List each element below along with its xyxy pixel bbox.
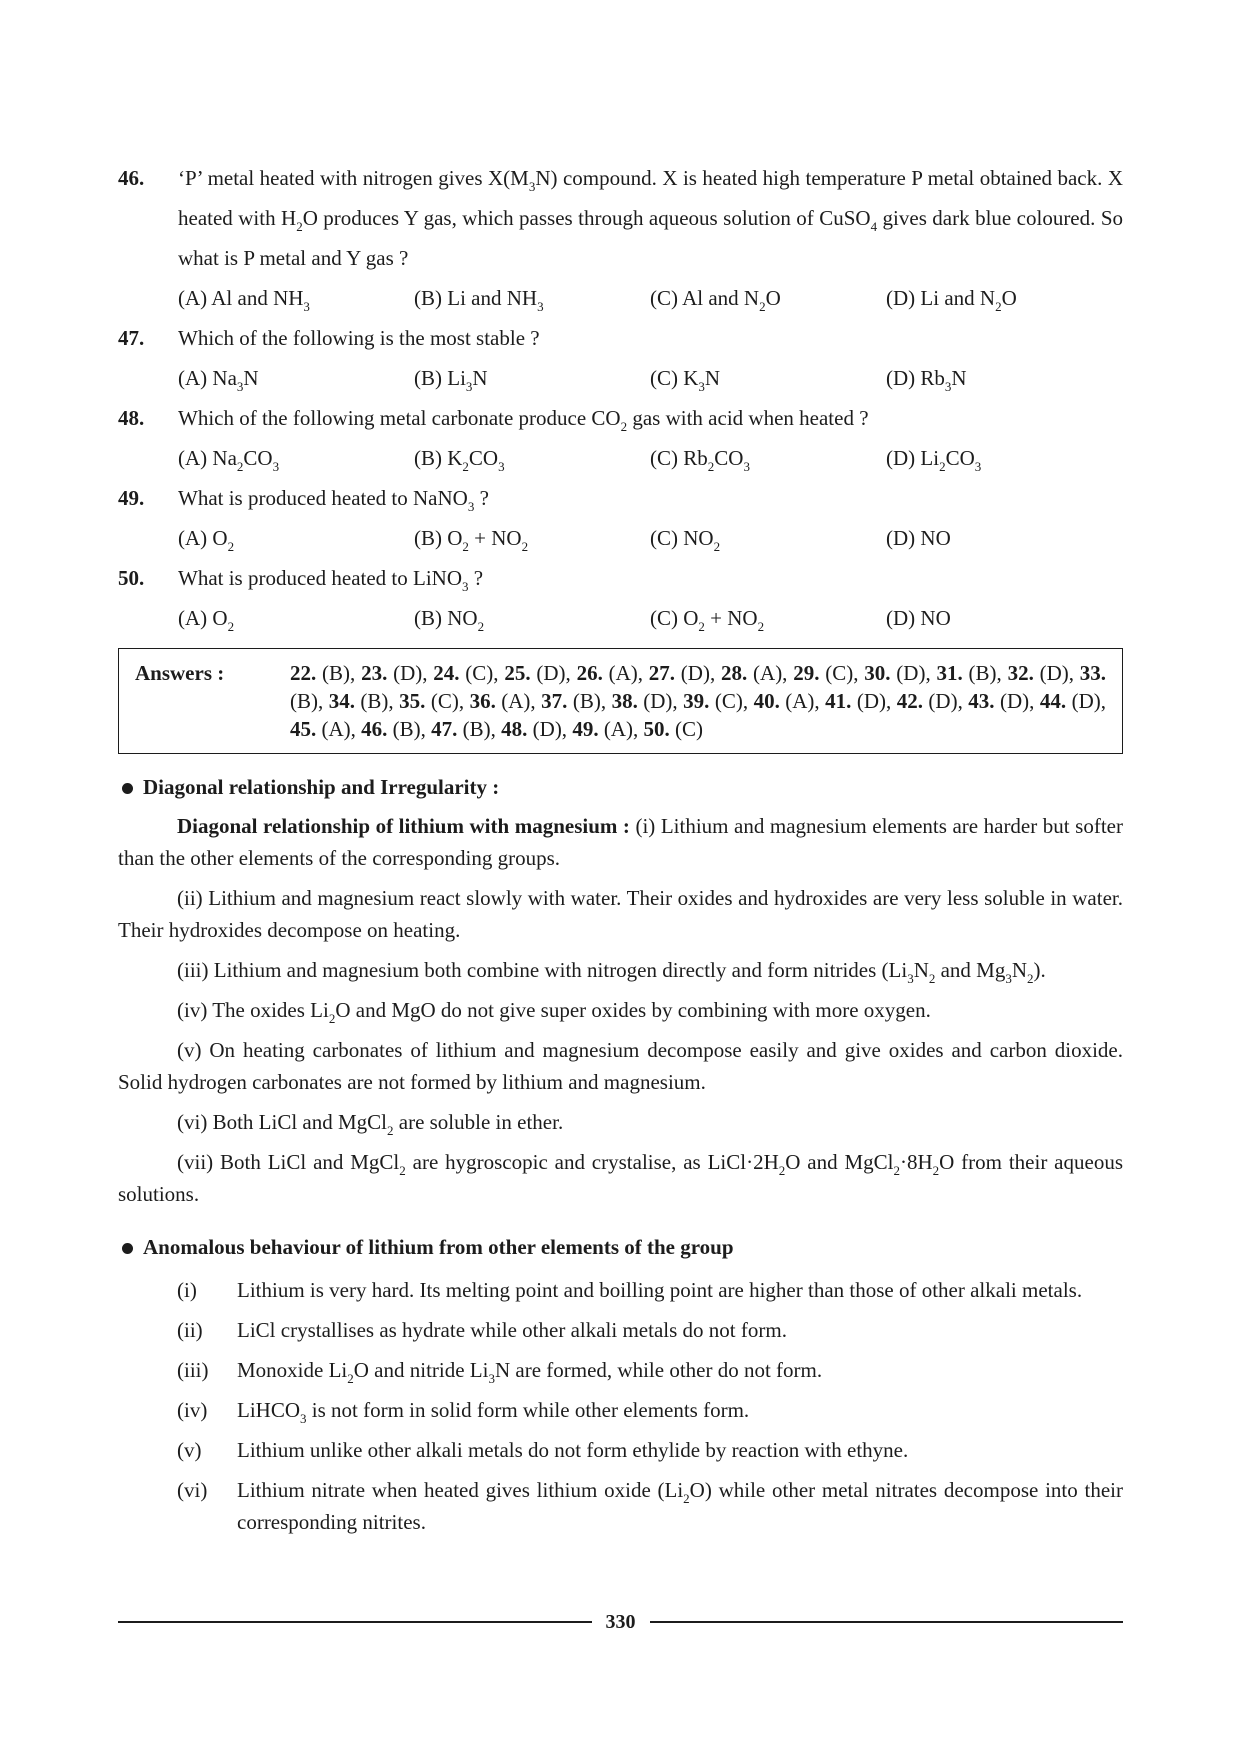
page-number: 330 [605,1610,636,1633]
question-line [118,158,1123,278]
question-line [118,318,1123,358]
bullet-icon [122,1243,133,1254]
question-line [118,398,1123,438]
answer-item: 40. (A), [753,689,826,713]
paragraph: (iii) Lithium and magnesium both combine with nitrogen directly and form nitrides ($Li_3N_2$ and $Mg_3N_2$). [177,958,1046,986]
question-text: What is produced heated to NaNO$_3$ ? [178,486,489,514]
footer-rule-left [118,1621,592,1623]
list-item [118,1314,1123,1346]
option: (A) $O_2$ [178,606,235,634]
question-number: 48. [118,406,145,430]
answer-number: 29. [793,661,820,685]
question-block [118,158,1123,318]
answer-number: 36. [469,689,496,713]
answer-number: 32. [1007,661,1034,685]
bullet-icon [122,783,133,794]
option: (A) $Na_3N$ [178,366,259,394]
answer-item: 31. (B), [936,661,1008,685]
answer-item: 47. (B), [431,717,502,741]
list-item-text: Lithium is very hard. Its melting point and boilling point are higher than those of other alkali metals. [237,1278,1083,1302]
question-options [178,598,1123,638]
paragraph [118,810,1123,874]
option: (C) $O_2 + NO_2$ [650,606,765,634]
option: (A) Al and $NH_3$ [178,286,310,314]
answer-item: 24. (C), [433,661,505,685]
question-number: 50. [118,566,145,590]
answer-number: 37. [541,689,568,713]
option: (D) NO [886,606,951,630]
question-number: 47. [118,326,145,350]
answer-number: 24. [433,661,460,685]
answer-item: 45. (A), [290,717,362,741]
option: (B) Li and $NH_3$ [414,286,544,314]
answer-item: 26. (A), [576,661,649,685]
answer-number: 44. [1039,689,1067,713]
option: (D) NO [886,526,951,550]
answer-number: 35. [399,689,426,713]
page-content [118,158,1123,1546]
answer-item: 42. (D), [896,689,969,713]
answer-item: 23. (D), [361,661,434,685]
answer-item: 33. (B), [290,661,1107,713]
paragraph: (v) On heating carbonates of lithium and magnesium decompose easily and give oxides and carbon dioxide. Solid hydrogen carbonates are not formed by lithium and magnesium. [118,1038,1123,1094]
question-options [178,518,1123,558]
answer-number: 30. [864,661,891,685]
answer-item: 37. (B), [541,689,612,713]
list-item-text: Monoxide $Li_2O$ and nitride $Li_3N$ are formed, while other do not form. [237,1358,823,1386]
section-heading-text: Anomalous behaviour of lithium from other elements of the group [143,1235,734,1259]
section-heading-anomalous [118,1232,1123,1262]
answer-item: 44. (D), [1039,689,1106,713]
answer-number: 42. [896,689,923,713]
paragraph-text: (i) Lithium and magnesium elements are harder but softer than the other elements of the corresponding groups. [118,814,1123,870]
answer-item: 46. (B), [361,717,432,741]
answer-number: 41. [825,689,852,713]
list-item-number: (i) [177,1278,197,1302]
paragraph: (vi) Both LiCl and MgCl$_2$ are soluble in ether. [177,1110,564,1138]
answer-number: 47. [431,717,458,741]
option: (D) Li and $N_2O$ [886,286,1017,314]
option: (D) $Li_2CO_3$ [886,446,982,474]
question-text: Which of the following is the most stable ? [178,326,540,350]
answer-number: 34. [328,689,355,713]
answer-number: 45. [290,717,317,741]
list-item-text: Lithium nitrate when heated gives lithium oxide $(Li_2O)$ while other metal nitrates decompose into their corresponding nitrites. [237,1478,1123,1534]
answer-number: 27. [648,661,676,685]
option: (D) $Rb_3N$ [886,366,967,394]
question-block [118,318,1123,398]
answer-number: 48. [501,717,528,741]
answers-box [118,648,1123,754]
answer-number: 26. [576,661,603,685]
option: (A) $O_2$ [178,526,235,554]
answer-item: 35. (C), [399,689,470,713]
option: (C) Al and $N_2O$ [650,286,781,314]
question-block [118,558,1123,638]
answer-item: 34. (B), [328,689,400,713]
answer-item: 49. (A), [572,717,644,741]
answer-number: 39. [683,689,710,713]
footer-rule-right [650,1621,1124,1623]
answer-item: 39. (C), [683,689,754,713]
answers-label: Answers : [135,661,225,685]
list-item [118,1474,1123,1538]
question-number: 49. [118,486,145,510]
paragraph: (iv) The oxides $Li_2O$ and MgO do not give super oxides by combining with more oxygen. [177,998,931,1026]
list-item-number: (vi) [177,1478,208,1502]
list-item-text: Lithium unlike other alkali metals do not form ethylide by reaction with ethyne. [237,1438,909,1462]
answer-number: 38. [611,689,638,713]
answer-item: 48. (D), [501,717,573,741]
answer-number: 43. [968,689,995,713]
answer-item: 30. (D), [864,661,937,685]
answer-number: 25. [504,661,531,685]
answer-number: 23. [361,661,388,685]
answer-item: 43. (D), [968,689,1040,713]
option: (B) $NO_2$ [414,606,485,634]
option: (B) $Li_3N$ [414,366,488,394]
answer-number: 33. [1079,661,1107,685]
answer-item: 25. (D), [504,661,577,685]
option: (A) $Na_2CO_3$ [178,446,280,474]
answer-number: 22. [290,661,317,685]
question-options [178,278,1123,318]
question-list [118,158,1123,638]
section-heading-diagonal [118,772,1123,802]
list-item [118,1274,1123,1306]
question-block [118,398,1123,478]
question-line [118,558,1123,598]
anomalous-behaviour-list [118,1274,1123,1538]
answer-item: 28. (A), [721,661,794,685]
answer-number: 28. [721,661,748,685]
list-item [118,1354,1123,1386]
answer-number: 50. [643,717,670,741]
option: (C) $K_3N$ [650,366,721,394]
list-item [118,1394,1123,1426]
list-item-number: (iii) [177,1358,209,1382]
list-item-number: (ii) [177,1318,203,1342]
list-item-text: LiHCO$_3$ is not form in solid form while other elements form. [237,1398,750,1426]
question-block [118,478,1123,558]
answer-item: 32. (D), [1007,661,1080,685]
question-text: ‘P’ metal heated with nitrogen gives $X(M_3N)$ compound. X is heated high temperature P metal obtained back. X heated with $H_2O$ produces Y gas, which passes through aqueous solution of CuSO$_4$ gives dark blue coloured. So what is P metal and Y gas ? [178,166,1124,270]
answer-number: 31. [936,661,963,685]
paragraph: (vii) Both LiCl and MgCl$_2$ are hygroscopic and crystalise, as $LiCl\cdot 2H_2O$ and $MgCl_2\cdot 8H_2O$ from their aqueous solutions. [118,1150,1123,1206]
question-text: What is produced heated to LiNO$_3$ ? [178,566,484,594]
answer-item: 50. (C) [643,717,703,741]
list-item-number: (iv) [177,1398,208,1422]
answer-item: 41. (D), [825,689,897,713]
answer-item: 38. (D), [611,689,684,713]
paragraph: (ii) Lithium and magnesium react slowly with water. Their oxides and hydroxides are very less soluble in water. Their hydroxides decompose on heating. [118,886,1123,942]
list-item-text: LiCl crystallises as hydrate while other alkali metals do not form. [237,1318,787,1342]
answer-number: 40. [753,689,780,713]
question-number: 46. [118,166,145,190]
option: (B) $K_2CO_3$ [414,446,505,474]
option: (C) $NO_2$ [650,526,721,554]
paragraph-lead: Diagonal relationship of lithium with magnesium : [177,814,630,838]
diagonal-relationship-paragraphs [118,810,1123,1210]
section-heading-text: Diagonal relationship and Irregularity : [143,775,500,799]
answer-number: 46. [361,717,388,741]
question-line [118,478,1123,518]
list-item [118,1434,1123,1466]
question-options [178,438,1123,478]
answer-item: 22. (B), [290,661,362,685]
answer-item: 27. (D), [648,661,721,685]
question-text: Which of the following metal carbonate produce $CO_2$ gas with acid when heated ? [178,406,869,434]
option: (C) $Rb_2CO_3$ [650,446,750,474]
question-options [178,358,1123,398]
answer-item: 29. (C), [793,661,865,685]
answer-number: 49. [572,717,599,741]
option: (B) $O_2 + NO_2$ [414,526,529,554]
answers-list [290,659,1106,743]
list-item-number: (v) [177,1438,202,1462]
page-footer [118,1607,1123,1637]
answer-item: 36. (A), [469,689,542,713]
